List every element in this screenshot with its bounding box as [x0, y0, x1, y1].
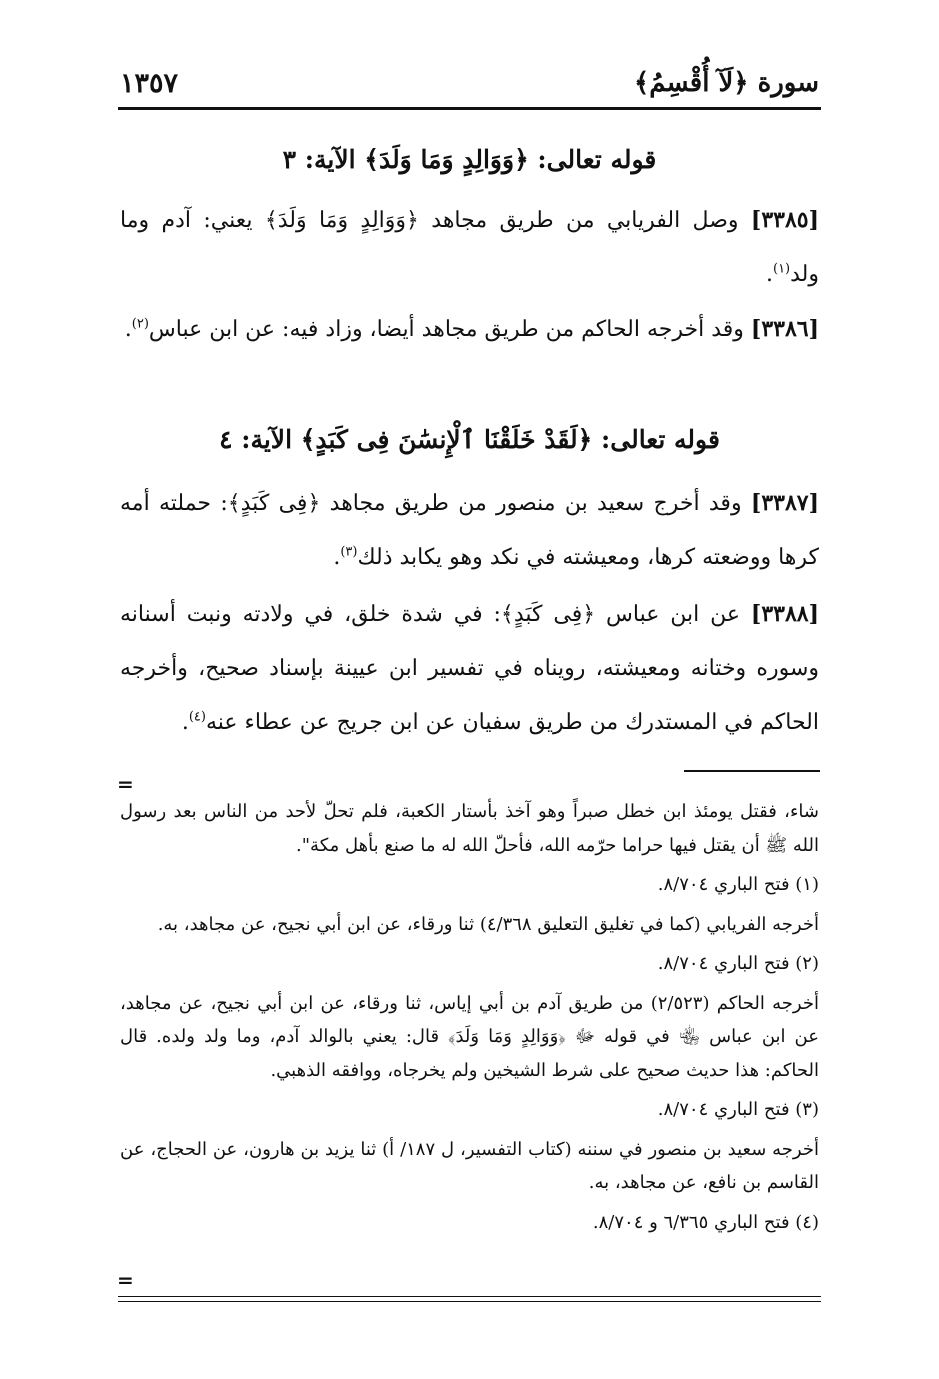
footnote-2-citation: (٢) فتح الباري ٨/٧٠٤.	[657, 953, 819, 974]
surah-title: سورة ﴿لَآ أُقْسِمُ﴾	[634, 68, 819, 98]
footnote-3-citation: (٣) فتح الباري ٨/٧٠٤.	[657, 1099, 819, 1120]
footnote-4-citation: (٤) فتح الباري ٦/٣٦٥ و ٨/٧٠٤.	[592, 1211, 819, 1233]
verse-heading-2: قوله تعالى: ﴿لَقَدْ خَلَقْنَا ٱلْإِنسَٰنَ فِى كَبَدٍ﴾ الآية: ٤	[219, 425, 720, 454]
entry-3386: [٣٣٨٦] وقد أخرجه الحاكم من طريق مجاهد أيضا، وزاد فيه: عن ابن عباس$^{(٢)}$.	[124, 316, 819, 342]
footnote-continuation: شاء، فقتل يومئذ ابن خطل صبراً وهو آخذ بأستار الكعبة، فلم تحلّ لأحد من الناس بعد رسول الله ﷺ أن يقتل فيها حراما حرّمه الله، فأحلّ الله له ما صنع بأهل مكة".	[120, 801, 819, 856]
continuation-mark-bottom: =	[117, 1268, 134, 1292]
continuation-mark: =	[117, 772, 134, 796]
footnote-ref: (٣)	[340, 544, 358, 560]
entry-number: [٣٣٨٦]	[750, 316, 819, 342]
running-header	[120, 68, 819, 108]
verse-heading-1: قوله تعالى: ﴿وَوَالِدٍ وَمَا وَلَدَ﴾ الآية: ٣	[282, 145, 657, 174]
entry-number: [٣٣٨٧]	[750, 490, 819, 516]
footnote-1-note: أخرجه الفريابي (كما في تغليق التعليق ٤/٣٦٨) ثنا ورقاء، عن ابن أبي نجيح، عن مجاهد، به.	[157, 913, 819, 935]
footnote-ref: (١)	[772, 261, 791, 277]
footnote-ref: (٢)	[131, 316, 149, 332]
footnotes	[120, 795, 819, 1239]
entry-text: عن ابن عباس ﴿فِى كَبَدٍ﴾: في شدة خلق، في ولادته ونبت أسنانه وسوره وختانه ومعيشته، رويناه في تفسير ابن عيينة بإسناد صحيح، وأخرجه الحاكم في المستدرك من طريق سفيان عن ابن جريج عن عطاء عنه	[120, 602, 819, 735]
entry-text: وقد أخرج سعيد بن منصور من طريق مجاهد ﴿فِى كَبَدٍ﴾: حملته أمه كرها ووضعته كرها، ومعيشته في نكد وهو يكابد ذلك	[120, 491, 819, 570]
bottom-rule	[118, 1296, 821, 1302]
entry-text: وقد أخرجه الحاكم من طريق مجاهد أيضا، وزاد فيه: عن ابن عباس	[148, 317, 751, 342]
entry-text: وصل الفريابي من طريق مجاهد ﴿وَوَالِدٍ وَمَا وَلَدَ﴾ يعني: آدم وما ولد	[120, 208, 819, 287]
header-rule	[118, 107, 821, 110]
footnote-separator	[684, 770, 820, 772]
entry-number: [٣٣٨٨]	[750, 601, 819, 627]
footnote-ref: (٤)	[188, 709, 206, 725]
entry-3387: [٣٣٨٧] وقد أخرج سعيد بن منصور من طريق مجاهد ﴿فِى كَبَدٍ﴾: حملته أمه كرها ووضعته كرها، ومعيشته في نكد وهو يكابد ذلك$^{(٣)}$.	[120, 490, 819, 570]
entry-number: [٣٣٨٥]	[750, 207, 819, 233]
entry-3388: [٣٣٨٨] عن ابن عباس ﴿فِى كَبَدٍ﴾: في شدة خلق، في ولادته ونبت أسنانه وسوره وختانه ومعيشته، رويناه في تفسير ابن عيينة بإسناد صحيح، وأخرجه الحاكم في المستدرك من طريق سفيان عن ابن جريج عن عطاء عنه$^{(٤)}$.	[120, 601, 819, 735]
entry-3385: [٣٣٨٥] وصل الفريابي من طريق مجاهد ﴿وَوَالِدٍ وَمَا وَلَدَ﴾ يعني: آدم وما ولد$^{(١)}$.	[120, 207, 819, 287]
footnote-2-note: أخرجه الحاكم (٢/٥٢٣) من طريق آدم بن أبي إياس، ثنا ورقاء، عن ابن أبي نجيح، عن مجاهد، عن ابن عباس ﵄ في قوله ﷻ ﴿وَوَالِدٍ وَمَا وَلَدَ﴾ قال: يعني بالوالد آدم، وما ولد ولده. قال الحاكم: هذا حديث صحيح على شرط الشيخين ولم يخرجاه، ووافقه الذهبي.	[120, 992, 819, 1081]
page-number: ١٣٥٧	[120, 68, 179, 99]
footnote-1-citation: (١) فتح الباري ٨/٧٠٤.	[657, 874, 819, 895]
footnote-3-note: أخرجه سعيد بن منصور في سننه (كتاب التفسير، ل ١٨٧/ أ) ثنا يزيد بن هارون، عن الحجاج، عن القاسم بن نافع، عن مجاهد، به.	[120, 1138, 819, 1193]
